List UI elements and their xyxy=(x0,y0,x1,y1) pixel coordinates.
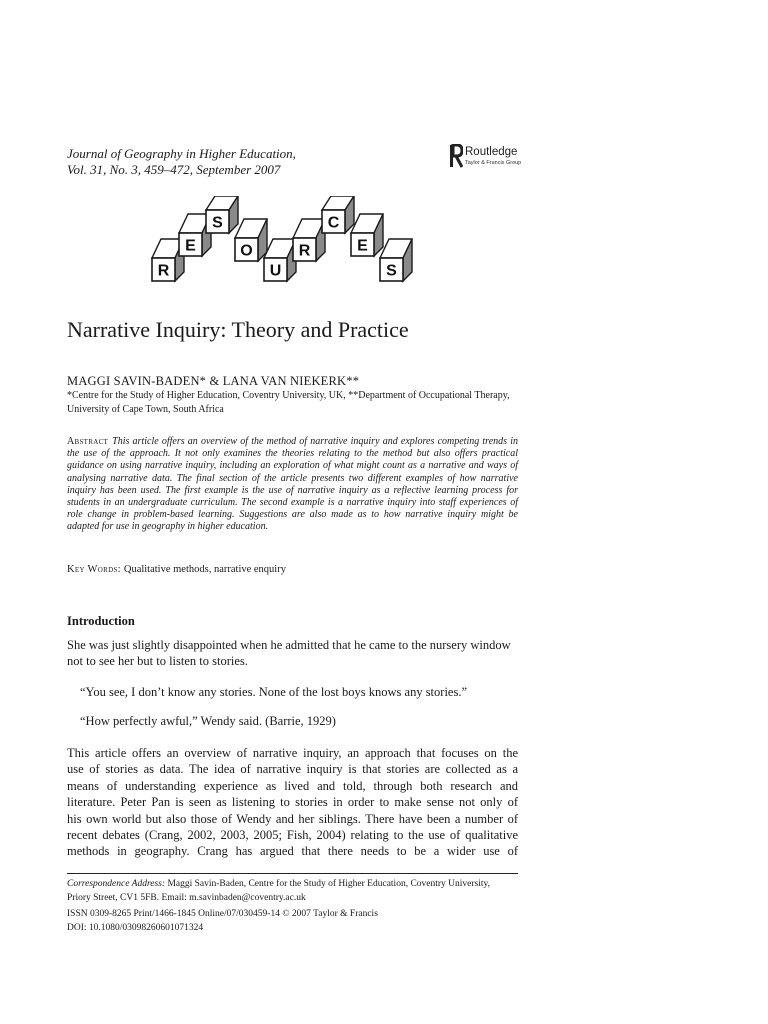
paragraph-line: means of understanding experience as lived and told, through both research and xyxy=(67,778,518,793)
paragraph-line: his own world but also those of Wendy and her siblings. There have been a number of xyxy=(67,811,518,826)
quotation: “You see, I don’t know any stories. None of the lost boys knows any stories.” xyxy=(80,685,467,699)
banner-letter: U xyxy=(269,262,282,280)
body-paragraph xyxy=(67,745,518,860)
article-title: Narrative Inquiry: Theory and Practice xyxy=(67,317,409,342)
banner-letter: R xyxy=(298,242,311,260)
correspondence-text: Maggi Savin-Baden, Centre for the Study of Higher Education, Coventry University, xyxy=(165,879,491,889)
paragraph-line: use of stories as data. The idea of narrative inquiry is that stories are collected as a xyxy=(67,762,518,777)
keywords-label: Key Words: xyxy=(67,564,121,575)
journal-name: Journal of Geography in Higher Education, xyxy=(67,146,296,161)
article-authors: MAGGI SAVIN-BADEN* & LANA VAN NIEKERK** xyxy=(67,374,360,388)
publisher-logo xyxy=(449,144,539,170)
footnote-divider xyxy=(67,873,518,874)
banner-letter: R xyxy=(157,262,170,280)
banner-letter: S xyxy=(212,214,223,232)
paragraph-line: not to see her but to listen to stories. xyxy=(67,654,248,669)
banner-letter: C xyxy=(327,214,340,232)
banner-letter: E xyxy=(357,237,368,255)
banner-letter-block xyxy=(206,196,238,233)
affiliation-line: University of Cape Town, South Africa xyxy=(67,404,224,415)
paragraph-line: She was just slightly disappointed when he admitted that he came to the nursery window xyxy=(67,638,511,652)
banner-letter-block xyxy=(293,219,325,261)
issn-line: ISSN 0309-8265 Print/1466-1845 Online/07/030459-14 © 2007 Taylor & Francis xyxy=(67,909,378,919)
banner-letter-block xyxy=(322,196,354,233)
publisher-group: Taylor & Francis Group xyxy=(465,160,522,166)
keywords xyxy=(67,563,286,577)
publication-info xyxy=(67,908,527,935)
resources-banner xyxy=(139,196,420,287)
opening-paragraph xyxy=(67,637,518,670)
section-heading-introduction: Introduction xyxy=(67,614,135,628)
banner-letter: S xyxy=(386,262,397,280)
affiliation-line: *Centre for the Study of Higher Education, Coventry University, UK, **Department of Occupational Therapy, xyxy=(67,390,510,401)
paragraph-line: recent debates (Crang, 2002, 2003, 2005; Fish, 2004) relating to the use of qualitative xyxy=(67,828,518,843)
routledge-r-icon xyxy=(449,144,463,168)
banner-letter: O xyxy=(240,242,253,260)
abstract-text: This article offers an overview of the method of narrative inquiry and explores competing trends in the use of the approach. It not only examines the theories relating to the method but also offers practical guidance on using narrative inquiry, including an exploration of what might count as a narrative and ways of analysing narrative data. The final section of the article presents two different examples of how narrative inquiry has been used. The first example is the use of narrative inquiry as a reflective learning process for students in an undergraduate curriculum. The second example is a narrative inquiry into staff experiences of role change in problem-based learning. Suggestions are also made as to how narrative inquiry might be adapted for use in geography in higher education. xyxy=(67,436,518,533)
keywords-text: Qualitative methods, narrative enquiry xyxy=(123,564,286,575)
banner-letter-block xyxy=(380,239,412,281)
banner-letter-block xyxy=(235,219,267,261)
correspondence-address xyxy=(67,878,527,905)
quotation: “How perfectly awful,” Wendy said. (Barrie, 1929) xyxy=(80,714,336,728)
doi-line: DOI: 10.1080/03098260601071324 xyxy=(67,922,204,933)
correspondence-label: Correspondence Address: xyxy=(67,879,166,889)
banner-letter-block xyxy=(351,214,383,256)
author-affiliations xyxy=(67,389,527,417)
banner-letter: E xyxy=(185,237,196,255)
paragraph-line: This article offers an overview of narrative inquiry, an approach that focuses on the xyxy=(67,746,518,760)
paragraph-line: literature. Peter Pan is seen as listening to stories in order to make sense not only of xyxy=(67,795,518,810)
journal-citation xyxy=(67,146,427,178)
abstract xyxy=(67,436,518,534)
correspondence-text: Priory Street, CV1 5FB. Email: m.savinbaden@coventry.ac.uk xyxy=(67,892,306,903)
banner-blocks xyxy=(152,196,412,281)
banner-letter-block xyxy=(264,239,296,281)
paragraph-line: methods in geography. Crang has argued that there needs to be a wider use of xyxy=(67,844,518,859)
publisher-name: Routledge xyxy=(465,146,518,158)
journal-volume: Vol. 31, No. 3, 459–472, September 2007 xyxy=(67,162,281,177)
abstract-label: Abstract xyxy=(67,436,109,447)
